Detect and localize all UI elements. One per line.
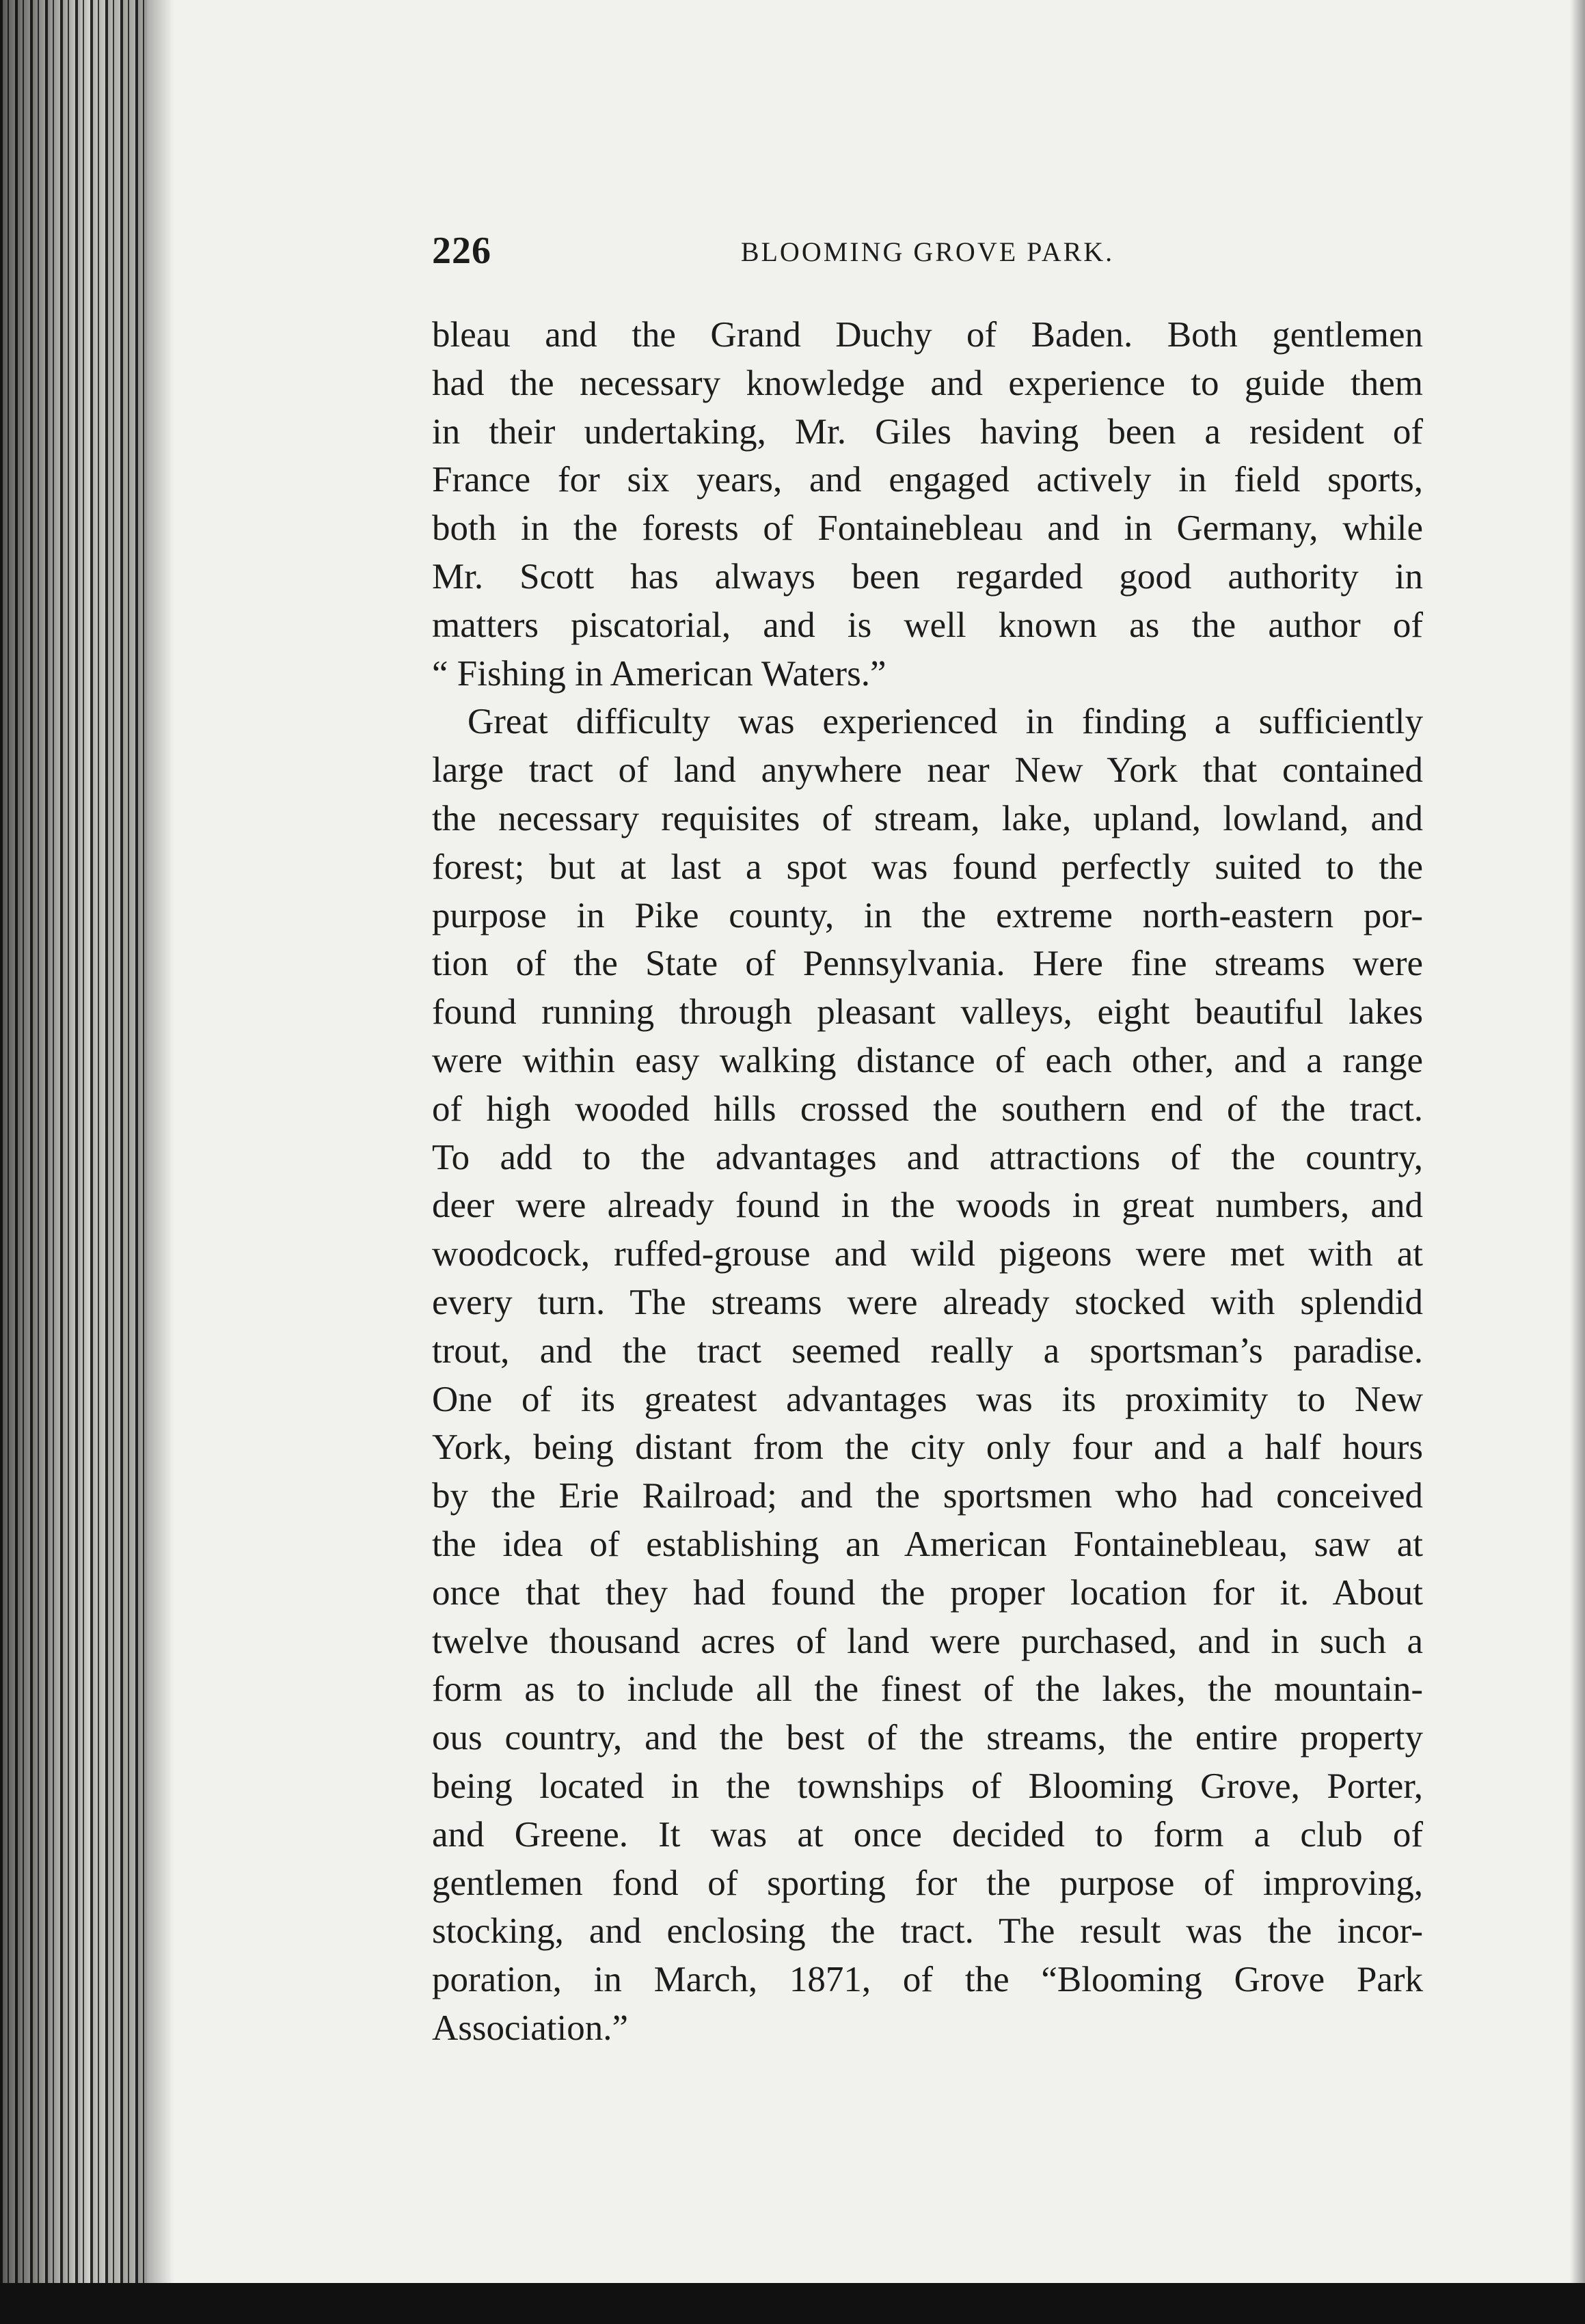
text-line: forest; but at last a spot was found perfectly suited to the [432, 847, 1423, 887]
gutter-shadow [147, 0, 174, 2324]
text-line: France for six years, and engaged actively in field sports, [432, 460, 1423, 500]
text-line: of high wooded hills crossed the southern end of the tract. [432, 1089, 1423, 1129]
text-line: twelve thousand acres of land were purchased, and in such a [432, 1621, 1423, 1661]
text-line: gentlemen fond of sporting for the purpose of improving, [432, 1863, 1423, 1903]
bottom-border [0, 2283, 1585, 2324]
text-line: once that they had found the proper location for it. About [432, 1572, 1423, 1613]
text-line: One of its greatest advantages was its proximity to New [432, 1379, 1423, 1419]
text-line: being located in the townships of Blooming Grove, Porter, [432, 1766, 1423, 1806]
text-line: tion of the State of Pennsylvania. Here fine streams were [432, 944, 1423, 984]
text-line: form as to include all the finest of the lakes, the mountain- [432, 1669, 1423, 1710]
running-head: BLOOMING GROVE PARK. [740, 236, 1115, 267]
text-line: To add to the advantages and attractions of the country, [432, 1137, 1423, 1177]
text-line: Association.” [432, 2008, 629, 2048]
right-edge-shadow [1570, 0, 1585, 2324]
text-line: every turn. The streams were already stocked with splendid [432, 1282, 1423, 1322]
text-line: found running through pleasant valleys, eight beautiful lakes [432, 992, 1423, 1033]
text-line: Great difficulty was experienced in finding a sufficiently [468, 702, 1423, 742]
paragraph-1 [432, 311, 1423, 698]
text-line: the idea of establishing an American Fontainebleau, saw at [432, 1524, 1423, 1564]
text-line: matters piscatorial, and is well known as the author of [432, 605, 1423, 645]
text-line: Mr. Scott has always been regarded good authority in [432, 556, 1423, 597]
text-line: in their undertaking, Mr. Giles having been a resident of [432, 411, 1423, 452]
text-line: trout, and the tract seemed really a sportsman’s paradise. [432, 1330, 1423, 1371]
text-line: York, being distant from the city only four and a half hours [432, 1427, 1423, 1468]
text-line: deer were already found in the woods in great numbers, and [432, 1186, 1423, 1226]
page-edges [0, 0, 147, 2324]
text-line: “ Fishing in American Waters.” [432, 653, 886, 694]
text-line: were within easy walking distance of each other, and a range [432, 1040, 1423, 1080]
text-line: stocking, and enclosing the tract. The result was the incor- [432, 1911, 1423, 1952]
text-line: the necessary requisites of stream, lake, upland, lowland, and [432, 798, 1423, 838]
text-line: and Greene. It was at once decided to form a club of [432, 1814, 1423, 1855]
text-line: ous country, and the best of the streams, the entire property [432, 1718, 1423, 1758]
text-line: bleau and the Grand Duchy of Baden. Both gentlemen [432, 315, 1423, 355]
text-line: both in the forests of Fontainebleau and in Germany, while [432, 508, 1423, 549]
body-text [432, 311, 1423, 2053]
page-header [432, 229, 1423, 290]
page-number: 226 [432, 230, 491, 272]
paragraph-2 [432, 698, 1423, 2052]
text-line: by the Erie Railroad; and the sportsmen who had conceived [432, 1476, 1423, 1516]
text-line: purpose in Pike county, in the extreme north-eastern por- [432, 895, 1423, 935]
text-line: poration, in March, 1871, of the “Blooming Grove Park [432, 1960, 1423, 2000]
text-line: large tract of land anywhere near New York that contained [432, 750, 1423, 791]
text-line: had the necessary knowledge and experience to guide them [432, 363, 1423, 403]
text-line: woodcock, ruffed-grouse and wild pigeons were met with at [432, 1234, 1423, 1274]
